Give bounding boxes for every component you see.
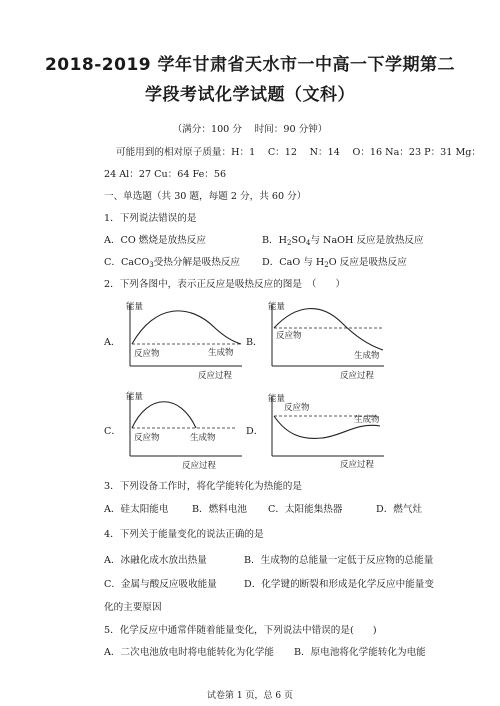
q2-option-d-letter: D． <box>246 426 264 437</box>
q3-option-a: A．硅太阳能电 <box>104 504 169 515</box>
q1-option-b-letter: B． <box>262 235 279 246</box>
q3-option-c: C．太阳能集热器 <box>268 504 343 515</box>
q1-option-b <box>262 235 424 249</box>
x-axis-label: 反应过程 <box>340 371 375 381</box>
reactant-label: 反应物 <box>276 331 302 341</box>
q1-option-b-sub-1: 2 <box>287 239 292 247</box>
q1-option-b-text-2: SO <box>291 235 306 246</box>
q1-option-c-letter: C． <box>104 257 121 268</box>
q1-option-c <box>104 257 240 271</box>
reactant-label: 反应物 <box>284 403 310 413</box>
q2-option-c-letter: C． <box>104 426 121 437</box>
product-label: 生成物 <box>354 415 380 425</box>
q2-stem: 2．下列各图中，表示正反应是吸热反应的图是 （ ） <box>104 279 346 290</box>
q1-option-a-letter: A． <box>104 235 121 246</box>
q2-option-a-letter: A． <box>104 337 121 348</box>
q1-stem: 1．下列说法错误的是 <box>104 213 197 224</box>
q1-option-d-letter: D． <box>262 257 280 268</box>
y-axis-label: 能量 <box>268 302 286 312</box>
y-axis-label: 能量 <box>126 392 144 402</box>
q4-stem: 4．下列关于能量变化的说法正确的是 <box>104 529 264 540</box>
q5-option-a: A．二次电池放电时将电能转化为化学能 <box>104 647 275 658</box>
product-label: 生成物 <box>190 433 216 443</box>
atomic-masses-line-1: 可能用到的相对原子质量：H：1 C：12 N：14 O：16 Na：23 P：31 Mg： <box>116 147 482 158</box>
q4-option-b: B．生成物的总能量一定低于反应物的总能量 <box>244 555 434 566</box>
q1-option-a-text: CO 燃烧是放热反应 <box>120 235 206 246</box>
q1-option-d-text-2: O 反应是吸热反应 <box>328 257 407 268</box>
q5-stem: 5．化学反应中通常伴随着能量变化，下列说法中错误的是( ) <box>104 625 377 636</box>
q1-option-b-text-1: H <box>278 235 288 246</box>
q1-option-b-sub-2: 4 <box>305 239 311 247</box>
q1-option-d-sub: 2 <box>324 261 329 269</box>
exam-title-line-2: 学段考试化学试题（文科） <box>145 85 355 105</box>
q1-option-b-text-3: 与 NaOH 反应是放热反应 <box>310 235 424 246</box>
q2-graph-d <box>262 390 392 470</box>
y-axis-label: 能量 <box>126 302 144 312</box>
product-label: 生成物 <box>208 348 234 358</box>
exam-title-line-1: 2018-2019 学年甘肃省天水市一中高一下学期第二 <box>44 55 456 75</box>
atomic-masses-line-2: 24 Al：27 Cu：64 Fe：56 <box>104 169 227 180</box>
energy-curve <box>132 311 241 344</box>
section-header: 一、单选题（共 30 题，每题 2 分，共 60 分） <box>104 191 307 202</box>
page-footer: 试卷第 1 页，总 6 页 <box>207 691 293 701</box>
energy-curve <box>274 309 383 350</box>
x-axis-label: 反应过程 <box>340 460 375 470</box>
q1-option-d-text-1: CaO 与 H <box>279 257 325 268</box>
x-axis-label: 反应过程 <box>182 461 217 471</box>
q1-option-c-text-2: 受热分解是吸热反应 <box>153 257 241 268</box>
q1-option-a <box>104 235 206 247</box>
reactant-label: 反应物 <box>134 349 160 359</box>
reactant-label: 反应物 <box>134 433 160 443</box>
q4-option-d-continued: 化的主要原因 <box>104 602 162 613</box>
q2-option-b-letter: B． <box>246 337 263 348</box>
q1-option-c-sub: 3 <box>149 261 154 269</box>
q5-option-b: B．原电池将化学能转化为电能 <box>294 647 426 658</box>
q2-graph-c <box>120 388 250 470</box>
score-time-info: （满分：100 分 时间：90 分钟） <box>172 124 328 135</box>
q4-option-c: C．金属与酸反应吸收能量 <box>104 579 217 590</box>
q1-option-c-text-1: CaCO <box>120 257 150 268</box>
q4-option-d: D．化学键的断裂和形成是化学反应中能量变 <box>244 579 434 590</box>
product-label: 生成物 <box>354 351 380 361</box>
y-axis-label: 能量 <box>268 394 286 404</box>
q2-graph-a <box>120 298 250 380</box>
q3-option-d: D．燃气灶 <box>376 504 423 515</box>
q2-graph-b <box>262 298 392 380</box>
x-axis-label: 反应过程 <box>198 371 233 381</box>
q4-option-a: A．冰融化成水放出热量 <box>104 555 207 566</box>
q3-stem: 3．下列设备工作时，将化学能转化为热能的是 <box>104 481 302 492</box>
energy-curve <box>132 402 196 428</box>
q1-option-d <box>262 257 407 271</box>
q3-option-b: B．燃料电池 <box>192 504 248 515</box>
